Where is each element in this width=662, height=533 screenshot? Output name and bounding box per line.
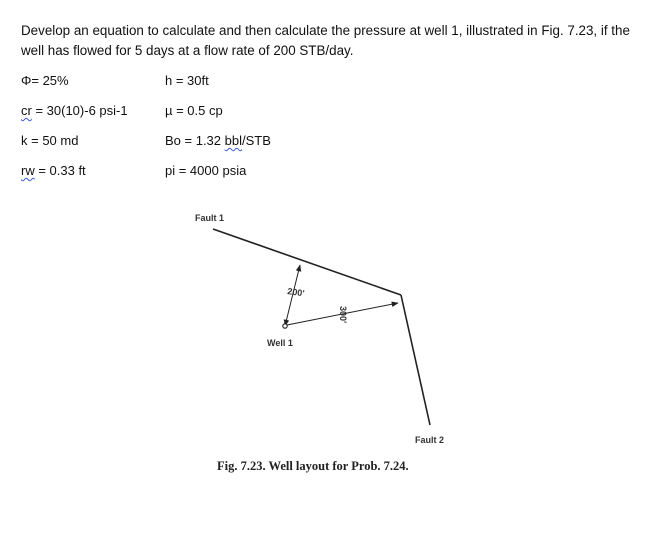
- wellbore-radius-rest: = 0.33 ft: [34, 163, 86, 178]
- distance-label-fault-1: 200': [286, 286, 306, 299]
- viscosity-value: µ = 0.5 cp: [165, 103, 223, 118]
- permeability-value: k = 50 md: [21, 133, 79, 148]
- wellbore-radius-symbol: rw: [21, 163, 35, 178]
- figure-caption: Fig. 7.23. Well layout for Prob. 7.24.: [217, 459, 409, 473]
- porosity-value: Φ= 25%: [21, 73, 69, 88]
- fault-1-line: [213, 229, 401, 295]
- initial-pressure-value: pi = 4000 psia: [165, 163, 247, 178]
- problem-statement: Develop an equation to calculate and then calculate the pressure at well 1, illustrated in Fig. 7.23, if the well has flowed for 5 days at a flow rate of 200 STB/day.: [21, 23, 630, 58]
- well-symbol: [283, 324, 287, 328]
- well-label: Well 1: [267, 338, 293, 348]
- distance-label-fault-2: 300': [338, 306, 348, 324]
- fault-2-line: [401, 295, 430, 425]
- compressibility-rest: = 30(10)-6 psi-1: [31, 103, 128, 118]
- compressibility-symbol: cr: [21, 103, 32, 118]
- fvf-suffix: /STB: [242, 133, 271, 148]
- fault-2-label: Fault 2: [415, 435, 445, 445]
- fvf-prefix: Bo = 1.32: [165, 133, 225, 148]
- thickness-value: h = 30ft: [165, 73, 209, 88]
- fvf-unit: bbl: [224, 133, 242, 148]
- fault-1-label: Fault 1: [195, 213, 225, 223]
